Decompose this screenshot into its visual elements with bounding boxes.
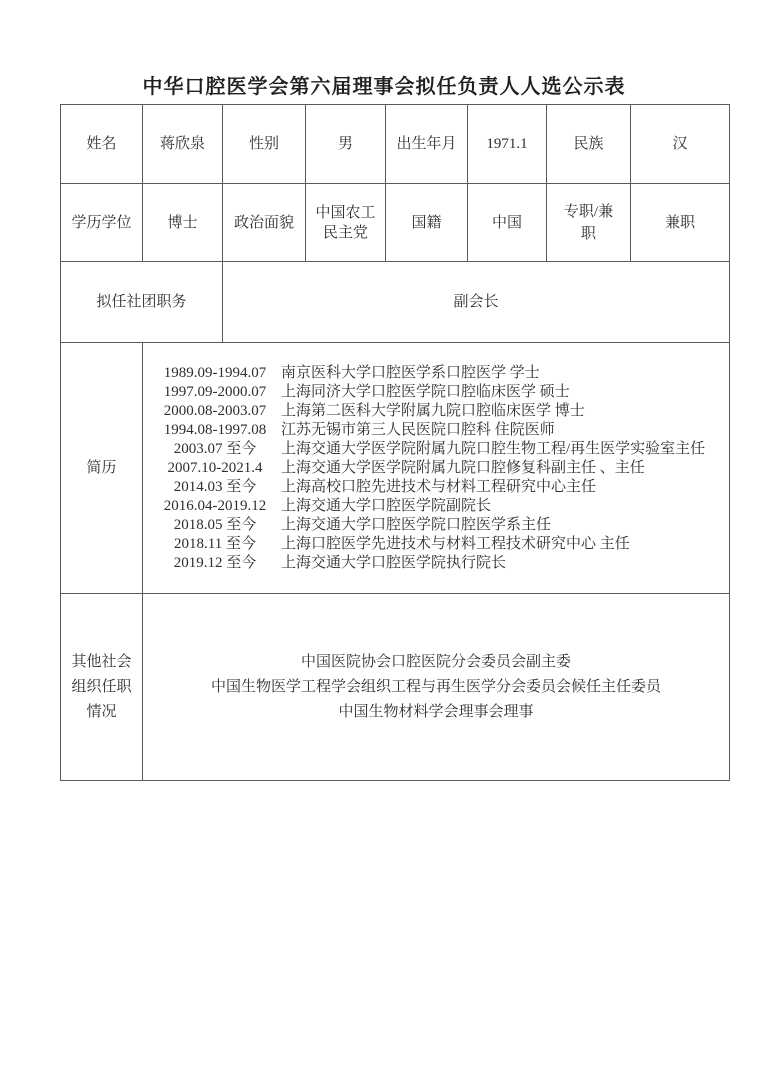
- resume-entry-description: 上海交通大学医学院附属九院口腔生物工程/再生医学实验室主任: [281, 440, 706, 457]
- resume-entry-date: 2018.05 至今: [173, 516, 257, 533]
- resume-entry-description: 上海交通大学口腔医学院口腔医学系主任: [281, 516, 552, 533]
- resume-label: 简历: [61, 343, 143, 594]
- row-other-positions: [61, 594, 730, 781]
- other-positions-label-line: 其他社会: [71, 653, 132, 670]
- resume-line: [149, 364, 723, 383]
- other-positions-label: [61, 594, 143, 781]
- nationality-value: 中国: [468, 184, 547, 262]
- other-positions-content: [143, 594, 730, 781]
- resume-entry-date: 2000.08-2003.07: [163, 402, 267, 419]
- resume-entry-date: 2007.10-2021.4: [167, 459, 263, 476]
- education-value: 博士: [143, 184, 223, 262]
- ethnicity-value: 汉: [631, 105, 730, 184]
- birth-date-label: 出生年月: [386, 105, 468, 184]
- proposed-position-label: 拟任社团职务: [61, 262, 223, 343]
- resume-entry-description: 南京医科大学口腔医学系口腔医学 学士: [281, 364, 540, 381]
- resume-entry-date: 2019.12 至今: [173, 554, 257, 571]
- other-position-line: 中国生物医学工程学会组织工程与再生医学分会委员会候任主任委员: [210, 678, 661, 695]
- employment-type-label: [547, 184, 631, 262]
- resume-entry-date: 2016.04-2019.12: [163, 497, 267, 514]
- resume-entry-description: 上海交通大学口腔医学院副院长: [281, 497, 492, 514]
- political-status-label: 政治面貌: [223, 184, 306, 262]
- resume-entry-date: 1997.09-2000.07: [163, 383, 267, 400]
- resume-line: [149, 459, 723, 478]
- resume-line: [149, 554, 723, 573]
- other-positions-label-lines: [67, 650, 136, 725]
- page-title: 中华口腔医学会第六届理事会拟任负责人人选公示表: [142, 76, 626, 98]
- row-personal-1: [61, 105, 730, 184]
- other-position-line: 中国生物材料学会理事会理事: [338, 703, 534, 720]
- name-label: 姓名: [61, 105, 143, 184]
- ethnicity-label: 民族: [547, 105, 631, 184]
- resume-line: [149, 383, 723, 402]
- employment-type-label-text: 专职/兼职: [563, 203, 614, 242]
- resume-line: [149, 516, 723, 535]
- resume-entry-description: 上海口腔医学先进技术与材料工程技术研究中心 主任: [281, 535, 630, 552]
- resume-line: [149, 440, 723, 459]
- other-position-line: 中国医院协会口腔医院分会委员会副主委: [300, 653, 571, 670]
- other-positions-label-line: 情况: [86, 703, 117, 720]
- nationality-label: 国籍: [386, 184, 468, 262]
- row-personal-2: [61, 184, 730, 262]
- resume-entry-description: 上海交通大学医学院附属九院口腔修复科副主任 、主任: [281, 459, 645, 476]
- other-positions-label-line: 组织任职: [71, 678, 132, 695]
- resume-entry-description: 上海同济大学口腔医学院口腔临床医学 硕士: [281, 383, 570, 400]
- resume-entry-description: 上海高校口腔先进技术与材料工程研究中心主任: [281, 478, 597, 495]
- resume-entry-date: 2018.11 至今: [174, 535, 256, 552]
- resume-line: [149, 421, 723, 440]
- resume-lines: [149, 364, 723, 573]
- proposed-position-value: 副会长: [223, 262, 730, 343]
- resume-line: [149, 402, 723, 421]
- education-label: 学历学位: [61, 184, 143, 262]
- employment-type-value: 兼职: [631, 184, 730, 262]
- political-status-value: 中国农工民主党: [306, 184, 386, 262]
- announcement-table: [60, 104, 730, 781]
- row-resume: [61, 343, 730, 594]
- resume-line: [149, 478, 723, 497]
- resume-content: [143, 343, 730, 594]
- gender-label: 性别: [223, 105, 306, 184]
- resume-entry-date: 2003.07 至今: [173, 440, 257, 457]
- resume-entry-date: 2014.03 至今: [173, 478, 257, 495]
- resume-entry-date: 1994.08-1997.08: [163, 421, 267, 438]
- resume-line: [149, 497, 723, 516]
- resume-entry-description: 上海第二医科大学附属九院口腔临床医学 博士: [281, 402, 585, 419]
- resume-entry-description: 江苏无锡市第三人民医院口腔科 住院医师: [281, 421, 555, 438]
- row-proposed-position: [61, 262, 730, 343]
- birth-date-value: 1971.1: [468, 105, 547, 184]
- resume-entry-description: 上海交通大学口腔医学院执行院长: [281, 554, 507, 571]
- gender-value: 男: [306, 105, 386, 184]
- name-value: 蒋欣泉: [143, 105, 223, 184]
- resume-line: [149, 535, 723, 554]
- resume-entry-date: 1989.09-1994.07: [163, 364, 267, 381]
- other-positions-lines: [149, 650, 723, 725]
